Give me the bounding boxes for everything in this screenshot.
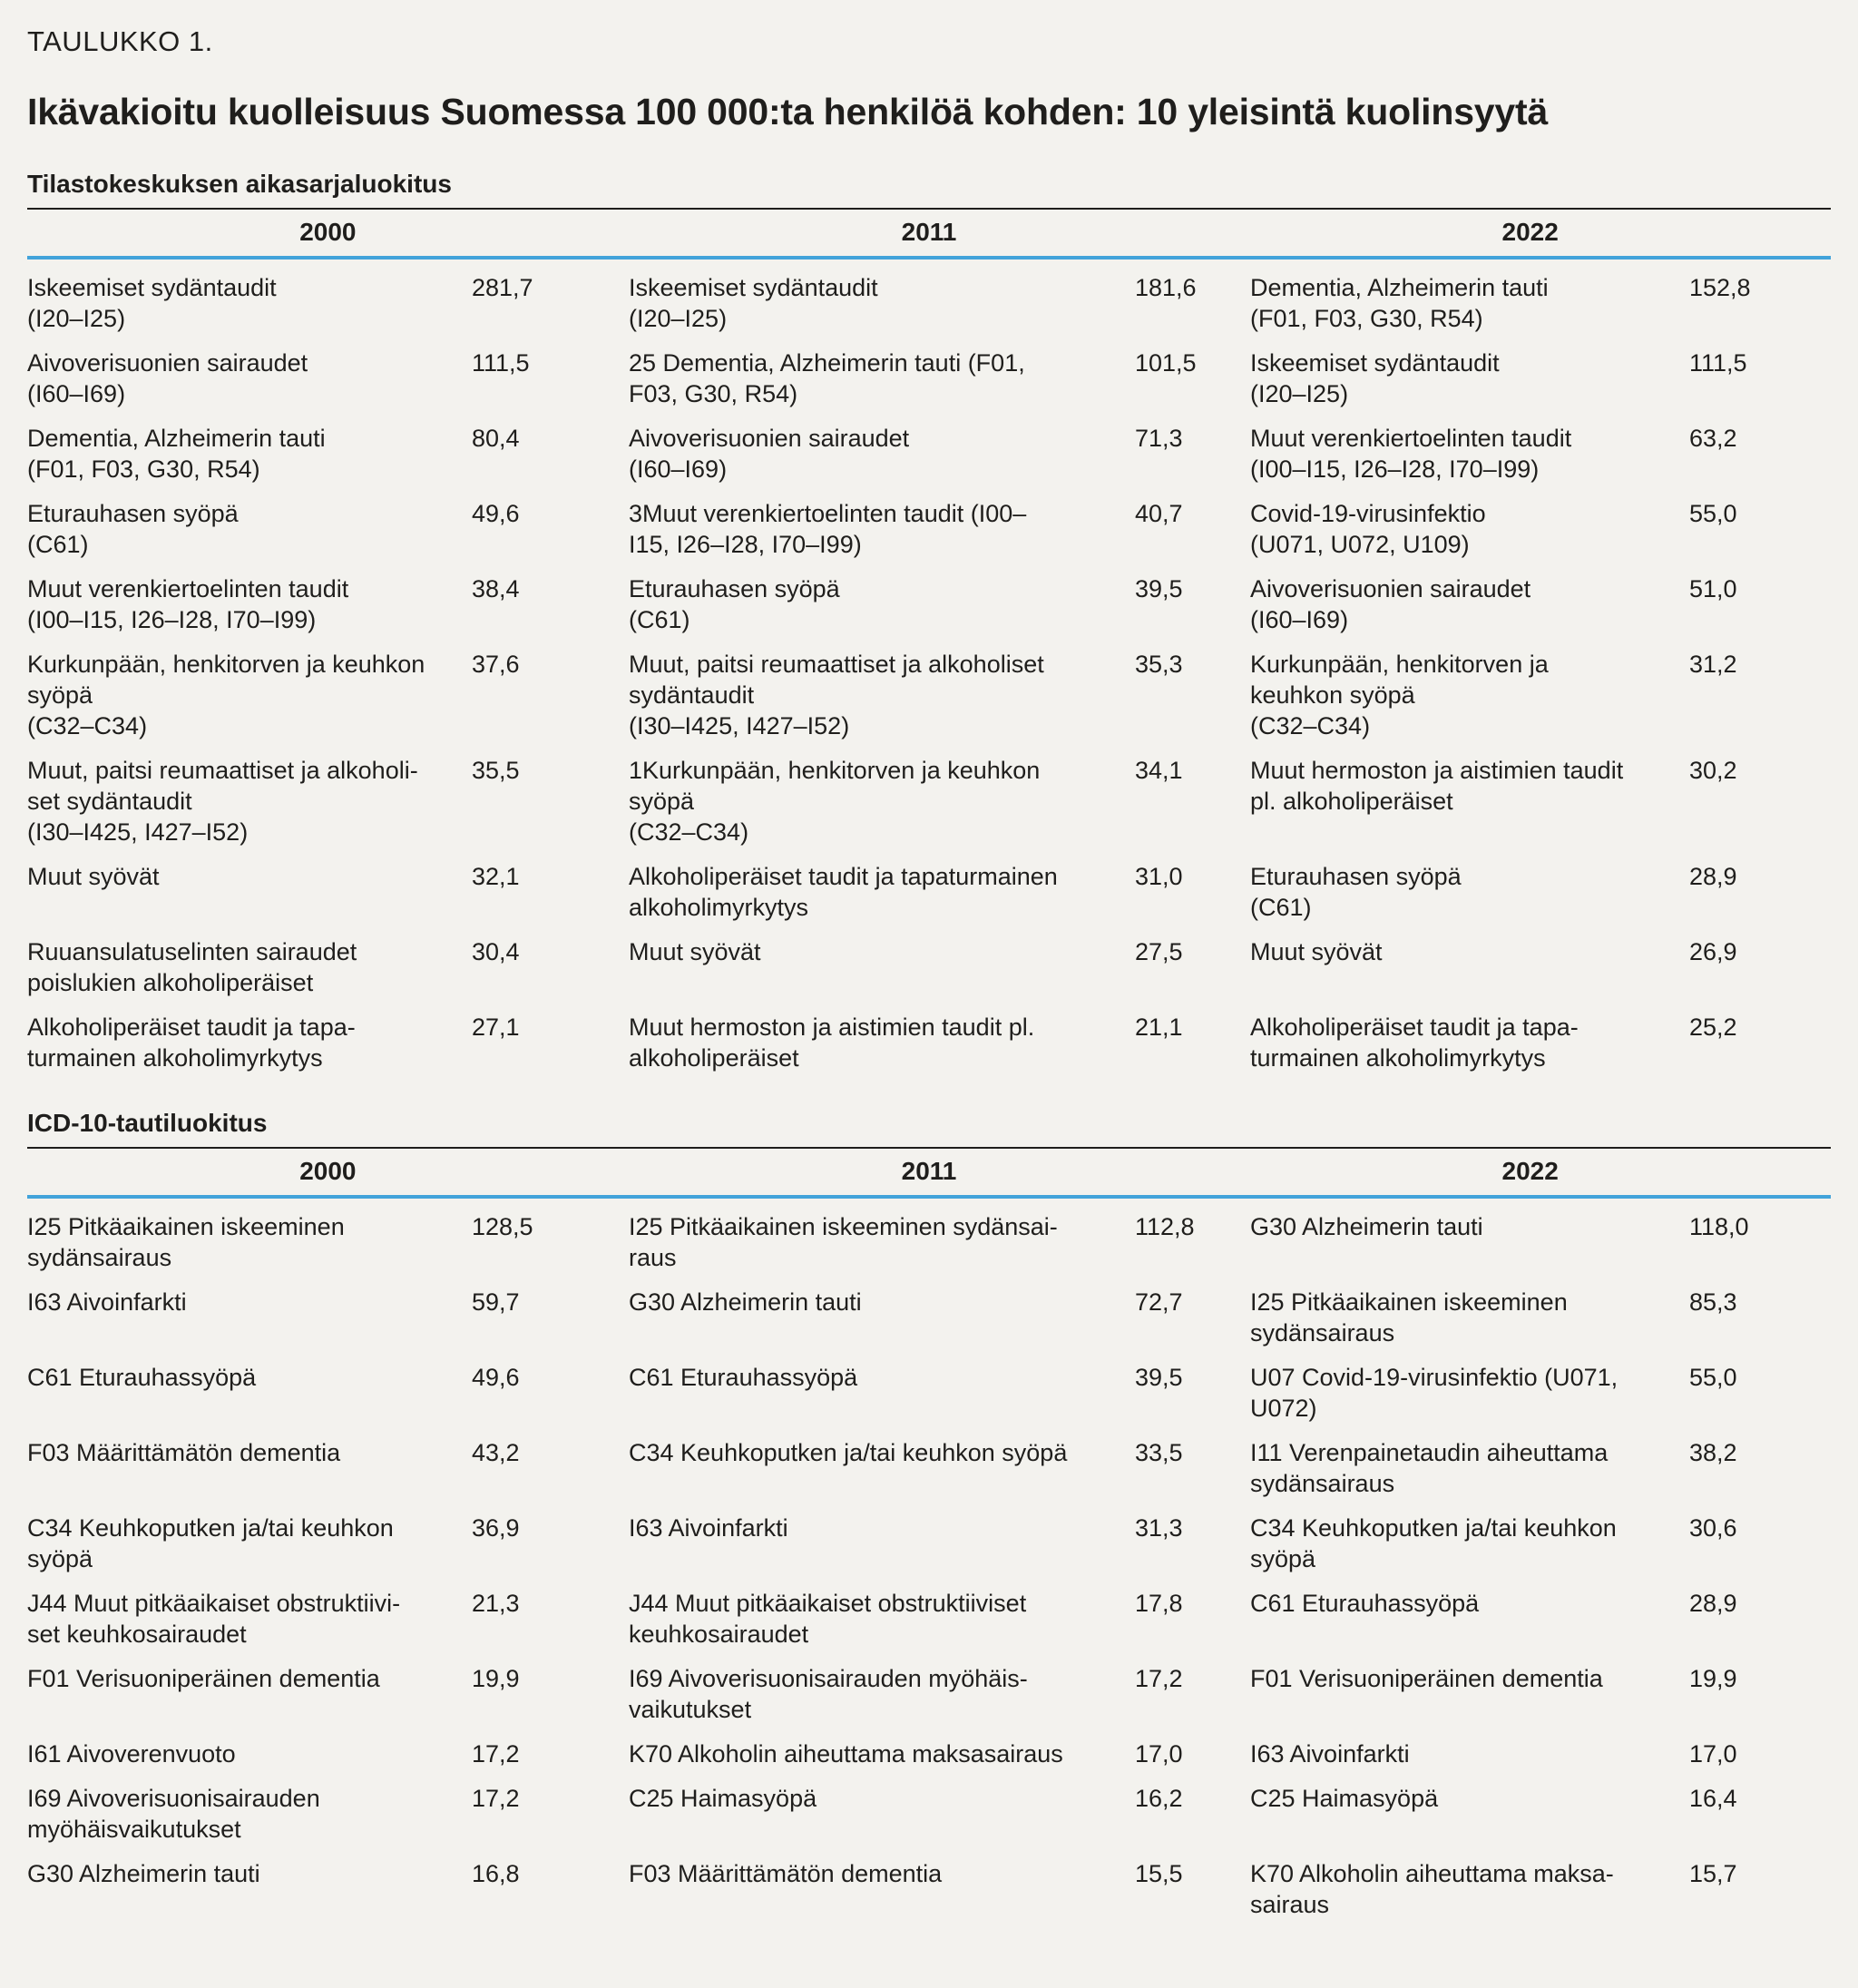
cause-name: I63 Aivoinfarkti — [1250, 1740, 1410, 1768]
causes-table-aikasarja — [27, 272, 1831, 1087]
cause-name: 1Kurkunpään, henkitorven ja keuhkon syöpä (C32–C34) — [629, 757, 1041, 846]
cause-name: I69 Aivoverisuonisairauden myöhäisvaikutukset — [27, 1785, 320, 1843]
cause-value: 17,2 — [472, 1740, 520, 1768]
cause-value: 38,4 — [472, 575, 520, 602]
cause-value: 43,2 — [472, 1439, 520, 1466]
cause-value: 16,8 — [472, 1860, 520, 1887]
divider-blue — [27, 1195, 1831, 1199]
cause-name: Dementia, Alzheimerin tauti (F01, F03, G30, R54) — [1250, 274, 1549, 332]
cause-name: Kurkunpään, henkitorven ja keuhkon syöpä (C32–C34) — [1250, 651, 1549, 739]
cause-name: G30 Alzheimerin tauti — [1250, 1213, 1483, 1240]
causes-table-icd10 — [27, 1211, 1831, 1934]
cause-name: Alkoholiperäiset taudit ja tapa- turmainen alkoholimyrkytys — [1250, 1014, 1579, 1072]
cause-value: 112,8 — [1135, 1213, 1195, 1240]
cause-value: 17,2 — [1135, 1665, 1183, 1692]
cause-name: Iskeemiset sydäntaudit (I20–I25) — [1250, 349, 1500, 407]
cause-value: 28,9 — [1689, 1590, 1737, 1617]
cause-name: I63 Aivoinfarkti — [629, 1514, 788, 1542]
cause-name: F03 Määrittämätön dementia — [27, 1439, 341, 1466]
cause-value: 17,0 — [1135, 1740, 1183, 1768]
cause-name: Muut verenkiertoelinten taudit (I00–I15, I26–I28, I70–I99) — [27, 575, 349, 633]
cause-name: I25 Pitkäaikainen iskeeminen sydänsairaus — [27, 1213, 345, 1271]
cause-name: C25 Haimasyöpä — [629, 1785, 817, 1812]
cause-name: Ruuansulatuselinten sairaudet poislukien alkoholiperäiset — [27, 938, 357, 996]
cause-name: C34 Keuhkoputken ja/tai keuhkon syöpä — [629, 1439, 1068, 1466]
cause-name: C25 Haimasyöpä — [1250, 1785, 1439, 1812]
cause-name: I61 Aivoverenvuoto — [27, 1740, 236, 1768]
cause-value: 40,7 — [1135, 500, 1183, 527]
cause-value: 49,6 — [472, 500, 520, 527]
table-row — [27, 1738, 1831, 1783]
cause-value: 39,5 — [1135, 1364, 1183, 1391]
page-title: Ikävakioitu kuolleisuus Suomessa 100 000:ta henkilöä kohden: 10 yleisintä kuolinsyytä — [27, 91, 1549, 132]
cause-value: 19,9 — [1689, 1665, 1737, 1692]
cause-name: F03 Määrittämätön dementia — [629, 1860, 943, 1887]
cause-value: 31,3 — [1135, 1514, 1183, 1542]
cause-value: 16,2 — [1135, 1785, 1183, 1812]
cause-value: 34,1 — [1135, 757, 1183, 784]
table-row — [27, 755, 1831, 861]
cause-name: Muut hermoston ja aistimien taudit pl. alkoholiperäiset — [629, 1014, 1035, 1072]
cause-value: 15,5 — [1135, 1860, 1183, 1887]
cause-value: 30,4 — [472, 938, 520, 965]
table-row — [27, 861, 1831, 936]
cause-value: 17,0 — [1689, 1740, 1737, 1768]
cause-name: K70 Alkoholin aiheuttama maksasairaus — [629, 1740, 1063, 1768]
section-heading: ICD-10-tautiluokitus — [27, 1109, 268, 1137]
cause-name: Iskeemiset sydäntaudit (I20–I25) — [629, 274, 878, 332]
cause-name: Muut syövät — [629, 938, 761, 965]
table-row — [27, 1211, 1831, 1287]
cause-value: 33,5 — [1135, 1439, 1183, 1466]
cause-name: Aivoverisuonien sairaudet (I60–I69) — [27, 349, 308, 407]
cause-value: 31,2 — [1689, 651, 1737, 678]
cause-value: 28,9 — [1689, 863, 1737, 890]
cause-value: 21,3 — [472, 1590, 520, 1617]
cause-value: 111,5 — [1689, 349, 1747, 377]
cause-value: 80,4 — [472, 425, 520, 452]
cause-name: C61 Eturauhassyöpä — [27, 1364, 257, 1391]
cause-name: J44 Muut pitkäaikaiset obstruktiivi- set keuhkosairaudet — [27, 1590, 401, 1648]
cause-value: 35,3 — [1135, 651, 1183, 678]
table-row — [27, 1012, 1831, 1087]
section-heading: Tilastokeskuksen aikasarjaluokitus — [27, 170, 452, 198]
table-row — [27, 1858, 1831, 1934]
cause-value: 59,7 — [472, 1288, 520, 1316]
cause-value: 32,1 — [472, 863, 520, 890]
cause-name: Alkoholiperäiset taudit ja tapa- turmainen alkoholimyrkytys — [27, 1014, 356, 1072]
year-header-row — [27, 210, 1831, 256]
year-header-2022: 2022 — [1501, 218, 1559, 246]
cause-value: 25,2 — [1689, 1014, 1737, 1041]
cause-name: 3Muut verenkiertoelinten taudit (I00– I15, I26–I28, I70–I99) — [629, 500, 1027, 558]
cause-name: F01 Verisuoniperäinen dementia — [27, 1665, 380, 1692]
cause-value: 16,4 — [1689, 1785, 1737, 1812]
cause-value: 55,0 — [1689, 1364, 1737, 1391]
year-header-row — [27, 1149, 1831, 1195]
cause-value: 26,9 — [1689, 938, 1737, 965]
cause-name: Muut syövät — [1250, 938, 1383, 965]
cause-name: Muut, paitsi reumaattiset ja alkoholi- set sydäntaudit (I30–I425, I427–I52) — [27, 757, 418, 846]
cause-name: J44 Muut pitkäaikaiset obstruktiiviset keuhkosairaudet — [629, 1590, 1027, 1648]
cause-name: Covid-19-virusinfektio (U071, U072, U109) — [1250, 500, 1486, 558]
cause-name: Eturauhasen syöpä (C61) — [27, 500, 239, 558]
cause-name: C34 Keuhkoputken ja/tai keuhkon syöpä — [1250, 1514, 1617, 1572]
cause-name: C61 Eturauhassyöpä — [629, 1364, 858, 1391]
cause-name: Muut hermoston ja aistimien taudit pl. alkoholiperäiset — [1250, 757, 1624, 815]
cause-value: 49,6 — [472, 1364, 520, 1391]
table-row — [27, 272, 1831, 348]
year-header-2022: 2022 — [1501, 1157, 1559, 1185]
cause-name: G30 Alzheimerin tauti — [629, 1288, 862, 1316]
cause-value: 19,9 — [472, 1665, 520, 1692]
cause-value: 281,7 — [472, 274, 533, 301]
cause-name: Eturauhasen syöpä (C61) — [1250, 863, 1462, 921]
cause-value: 181,6 — [1135, 274, 1197, 301]
cause-value: 51,0 — [1689, 575, 1737, 602]
cause-value: 35,5 — [472, 757, 520, 784]
cause-name: Alkoholiperäiset taudit ja tapaturmainen alkoholimyrkytys — [629, 863, 1058, 921]
cause-name: Muut verenkiertoelinten taudit (I00–I15, I26–I28, I70–I99) — [1250, 425, 1572, 483]
cause-value: 111,5 — [472, 349, 530, 377]
cause-value: 85,3 — [1689, 1288, 1737, 1316]
cause-name: K70 Alkoholin aiheuttama maksa- sairaus — [1250, 1860, 1614, 1918]
cause-name: Muut, paitsi reumaattiset ja alkoholiset sydäntaudit (I30–I425, I427–I52) — [629, 651, 1044, 739]
table-row — [27, 1362, 1831, 1437]
cause-value: 30,2 — [1689, 757, 1737, 784]
table-row — [27, 348, 1831, 423]
table-row — [27, 1287, 1831, 1362]
section-aikasarjaluokitus — [27, 170, 1831, 1087]
cause-name: Aivoverisuonien sairaudet (I60–I69) — [1250, 575, 1531, 633]
cause-value: 38,2 — [1689, 1439, 1737, 1466]
cause-value: 27,5 — [1135, 938, 1183, 965]
table-row — [27, 423, 1831, 498]
cause-value: 101,5 — [1135, 349, 1197, 377]
cause-name: I63 Aivoinfarkti — [27, 1288, 187, 1316]
year-header-2011: 2011 — [901, 1157, 957, 1185]
cause-value: 39,5 — [1135, 575, 1183, 602]
table-row — [27, 649, 1831, 755]
year-header-2011: 2011 — [901, 218, 957, 246]
cause-value: 36,9 — [472, 1514, 520, 1542]
year-header-2000: 2000 — [299, 1157, 357, 1185]
table-row — [27, 936, 1831, 1012]
cause-name: Muut syövät — [27, 863, 160, 890]
cause-name: Eturauhasen syöpä (C61) — [629, 575, 840, 633]
cause-value: 17,8 — [1135, 1590, 1183, 1617]
cause-name: U07 Covid-19-virusinfektio (U071, U072) — [1250, 1364, 1618, 1422]
cause-value: 71,3 — [1135, 425, 1183, 452]
cause-name: I11 Verenpainetaudin aiheuttama sydänsairaus — [1250, 1439, 1609, 1497]
cause-name: Dementia, Alzheimerin tauti (F01, F03, G30, R54) — [27, 425, 326, 483]
cause-name: 25 Dementia, Alzheimerin tauti (F01, F03, G30, R54) — [629, 349, 1025, 407]
cause-value: 55,0 — [1689, 500, 1737, 527]
cause-value: 63,2 — [1689, 425, 1737, 452]
cause-name: C61 Eturauhassyöpä — [1250, 1590, 1480, 1617]
table-row — [27, 1588, 1831, 1663]
cause-value: 21,1 — [1135, 1014, 1183, 1041]
cause-value: 128,5 — [472, 1213, 533, 1240]
year-header-2000: 2000 — [299, 218, 357, 246]
cause-name: Aivoverisuonien sairaudet (I60–I69) — [629, 425, 910, 483]
section-icd10 — [27, 1109, 1831, 1934]
cause-value: 37,6 — [472, 651, 520, 678]
cause-name: G30 Alzheimerin tauti — [27, 1860, 260, 1887]
table-row — [27, 498, 1831, 573]
cause-name: F01 Verisuoniperäinen dementia — [1250, 1665, 1603, 1692]
cause-value: 27,1 — [472, 1014, 520, 1041]
cause-value: 72,7 — [1135, 1288, 1183, 1316]
cause-name: I25 Pitkäaikainen iskeeminen sydänsai- raus — [629, 1213, 1058, 1271]
table-row — [27, 1513, 1831, 1588]
cause-name: I69 Aivoverisuonisairauden myöhäis- vaikutukset — [629, 1665, 1028, 1723]
table-row — [27, 573, 1831, 649]
divider-blue — [27, 256, 1831, 260]
cause-name: C34 Keuhkoputken ja/tai keuhkon syöpä — [27, 1514, 394, 1572]
cause-value: 17,2 — [472, 1785, 520, 1812]
cause-name: Iskeemiset sydäntaudit (I20–I25) — [27, 274, 277, 332]
cause-value: 15,7 — [1689, 1860, 1737, 1887]
cause-name: I25 Pitkäaikainen iskeeminen sydänsairaus — [1250, 1288, 1568, 1347]
cause-value: 118,0 — [1689, 1213, 1749, 1240]
table-row — [27, 1437, 1831, 1513]
cause-value: 152,8 — [1689, 274, 1751, 301]
cause-name: Kurkunpään, henkitorven ja keuhkon syöpä (C32–C34) — [27, 651, 425, 739]
table-label: TAULUKKO 1. — [27, 25, 213, 57]
table-row — [27, 1783, 1831, 1858]
cause-value: 30,6 — [1689, 1514, 1737, 1542]
table-row — [27, 1663, 1831, 1738]
cause-value: 31,0 — [1135, 863, 1183, 890]
